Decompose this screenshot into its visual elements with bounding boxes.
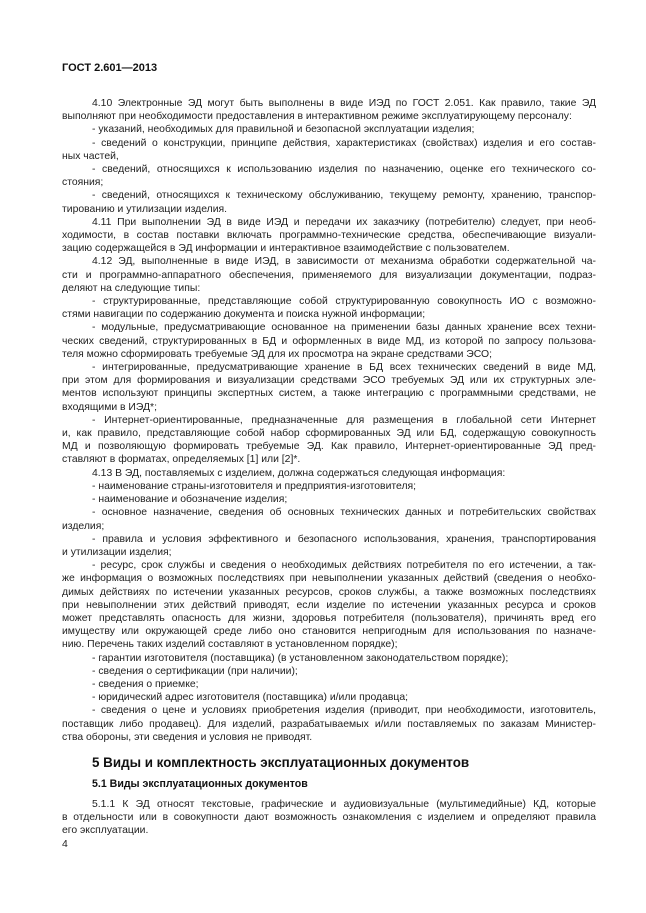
text-line: - указаний, необходимых для правильной и безопасной эксплуатации изделия; [92,124,475,136]
text-line: стями навигации по содержанию документа и поиска нужной информации; [62,309,426,321]
text-line: входящими в ИЭД*; [62,401,157,413]
text-line: имуществу или окружающей среде либо оно становится непригодным для использования по назначе- [62,626,596,638]
text-line: - сведения о сертификации (при наличии); [92,665,298,677]
text-line: - правила и условия эффективного и безопасного использования, хранения, транспортирования [92,533,596,545]
document-header: ГОСТ 2.601—2013 [62,62,158,74]
text-line: же информация о возможных последствиях при невыполнении указанных действий (сведения о необхо- [62,573,596,585]
text-line: поставщик либо продавец). Для изделий, разрабатываемых и/или поставляемых по заказам Министер- [62,718,596,730]
paragraph [62,123,596,136]
text-line: - модульные, предусматривающие основанное на применении базы данных хранение всех техни- [92,322,596,334]
text-line: его эксплуатации. [62,825,149,837]
text-line: - наименование и обозначение изделия; [92,494,288,506]
paragraph [62,678,596,691]
text-line: - структурированные, представляющие собой структурированную совокупность ИО с возможно- [92,296,596,308]
paragraph [62,691,596,704]
text-line: 4.11 При выполнении ЭД в виде ИЭД и передачи их заказчику (потребителю) следует, при необ- [92,216,596,228]
text-line: - интегрированные, предусматривающие хранение в БД всех технических сведений в виде МД, [92,362,596,374]
paragraph [62,493,596,506]
text-line: ставляют в форматах, определяемых [1] или [2]*. [62,454,301,466]
text-line: сти и программно-аппаратного обеспечения, применяемого для визуализации документации, подраз- [62,269,596,281]
text-line: 4.12 ЭД, выполненные в виде ИЭД, в зависимости от механизма обработки содержательной ча- [92,256,596,268]
paragraph [62,506,596,532]
section-heading: 5 Виды и комплектность эксплуатационных документов [92,755,470,770]
paragraph [62,137,596,163]
text-line: 4.10 Электронные ЭД могут быть выполнены в виде ИЭД по ГОСТ 2.051. Как правило, такие ЭД [92,98,596,109]
paragraph [62,97,596,123]
paragraph [62,480,596,493]
text-line: и утилизации изделия; [62,546,172,558]
text-line: - наименование страны-изготовителя и предприятия-изготовителя; [92,480,417,492]
paragraph [62,361,596,414]
paragraph [62,533,596,559]
text-line: ческих сведений, структурированных в БД и оформленных в виде МД, из которой по запросу пользова- [62,335,596,347]
text-line: зацию содержащейся в ЭД информации и интерактивное взаимодействие с пользователем. [62,243,510,255]
text-line: изделия; [62,520,105,532]
text-line: теля можно сформировать требуемые ЭД для их просмотра на экране средствами ЭСО; [62,348,493,360]
text-line: деляют на следующие типы: [62,282,201,294]
paragraph [62,467,596,480]
text-line: - сведения о приемке; [92,678,199,690]
text-line: МД и позволяющую формировать требуемые ЭД. Как правило, Интернет-ориентированные ЭД пред- [62,441,596,453]
paragraph [62,189,596,215]
subsection-heading: 5.1 Виды эксплуатационных документов [92,778,308,790]
paragraph [62,321,596,361]
paragraph [62,255,596,295]
paragraph [62,704,596,744]
paragraph [62,798,596,838]
text-line: - сведений о конструкции, принципе действия, характеристиках (свойствах) изделия и его состав- [92,137,596,149]
paragraph [62,216,596,256]
text-line: - юридический адрес изготовителя (поставщика) и/или продавца; [92,692,409,704]
page-number: 4 [62,839,68,850]
text-line: ментов используют принципы экспертных систем, а также интеграцию с программными средствами, не [62,388,596,400]
text-line: 5.1.1 К ЭД относят текстовые, графические и аудиовизуальные (мультимедийные) КД, которые [92,799,596,810]
text-line: нию. Перечень таких изделий составляют в установленном порядке); [62,639,398,651]
text-line: в отдельности или в совокупности дают возможность ознакомления с изделием и определяют правила [62,812,596,824]
paragraph [62,414,596,467]
text-line: - сведения о цене и условиях приобретения изделия (приводит, при необходимости, изготовитель, [92,705,596,717]
text-line: 4.13 В ЭД, поставляемых с изделием, должна содержаться следующая информация: [92,467,506,479]
text-line: и, как правило, представляющие собой набор сформированных ЭД или БД, содержащую совокупность [62,428,596,440]
text-line: при этом для формирования и визуализации средствами ЭСО требуемых ЭД или их структурных эле- [62,375,596,387]
text-line: тированию и утилизации изделия. [62,203,228,215]
paragraph [62,163,596,189]
text-line: выполняют при необходимости предоставления в интерактивном режиме эксплуатирующему персоналу: [62,111,572,123]
text-line: - ресурс, срок службы и сведения о необходимых действиях потребителя по его истечении, а так- [92,560,596,572]
text-line: при невыполнении этих действий приводят, если изделие по истечении указанных ресурса и сроков [62,599,596,611]
paragraph [62,295,596,321]
text-line: ходимости, в состав поставки включать программно-технические средства, обеспечивающие визуали- [62,230,596,242]
text-line: ных частей, [62,150,119,162]
paragraph [62,559,596,651]
paragraph [62,665,596,678]
text-line: может представлять опасность для жизни, здоровья потребителя (пользователя), причинять вред его [62,612,596,624]
text-line: - гарантии изготовителя (поставщика) (в установленном законодательством порядке); [92,652,509,664]
paragraph [62,652,596,665]
text-line: стояния; [62,177,104,189]
text-line: - сведений, относящихся к техническому обслуживанию, текущему ремонту, хранению, транспор- [92,190,596,202]
text-line: - сведений, относящихся к использованию изделия по назначению, оценке его технического со- [92,164,596,176]
section-paragraph [62,798,596,838]
text-line: - основное назначение, сведения об основных технических данных и потребительских свойствах [92,507,596,519]
text-line: - Интернет-ориентированные, предназначенные для размещения в глобальной сети Интернет [92,414,596,426]
text-line: димых действиях по истечении указанных ресурсов, сроков службы, а также возможных последствиях [62,586,596,598]
document-body [62,97,596,744]
text-line: ства обороны, эти сведения и условия не приводят. [62,731,313,743]
